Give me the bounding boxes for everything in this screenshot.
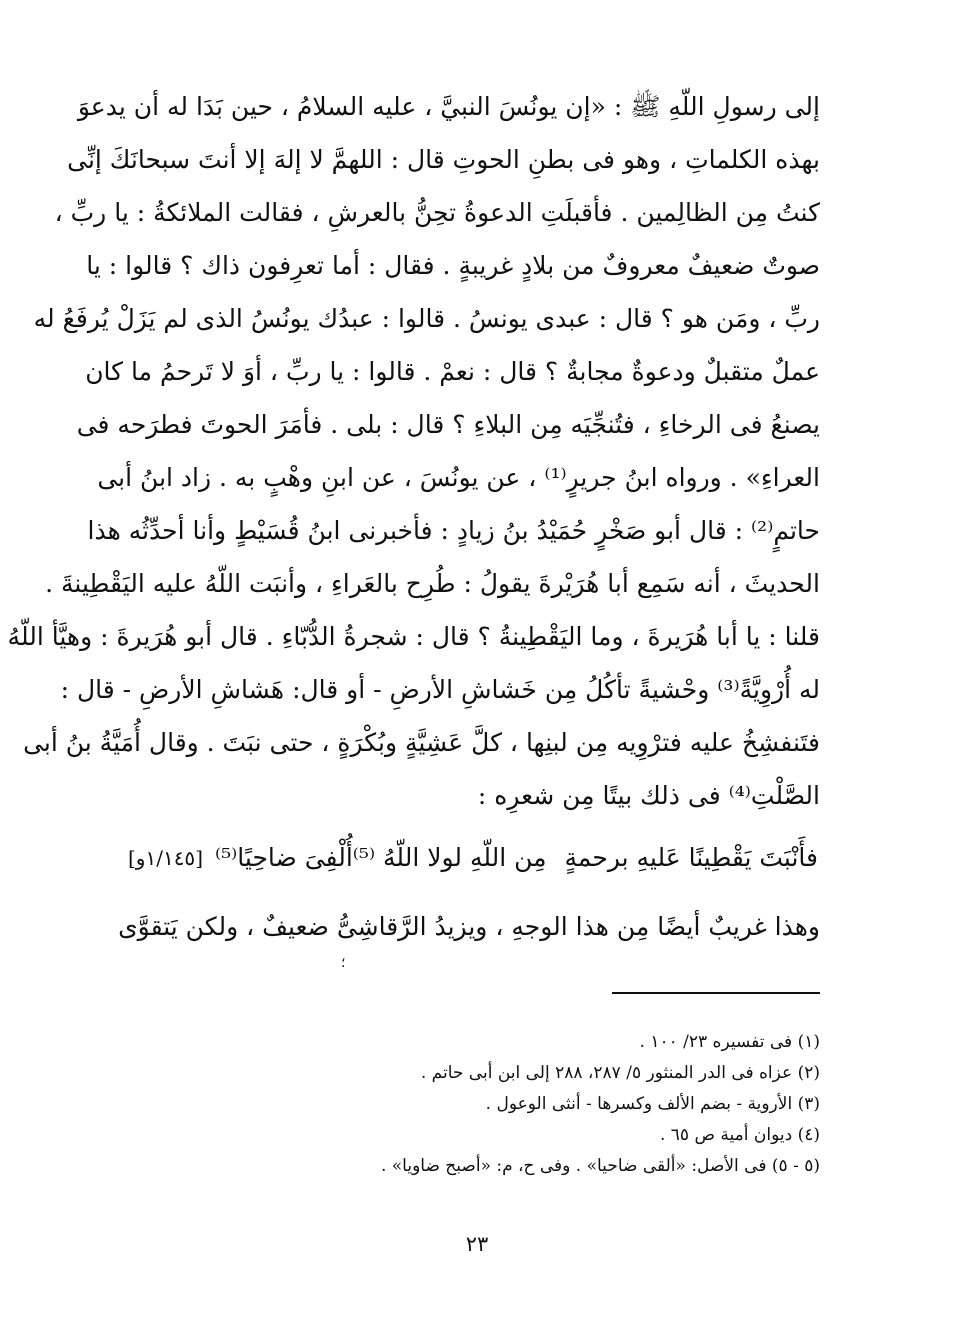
footnote: (١) فى تفسيره ٢٣/ ١٠٠ . (639, 1032, 820, 1052)
text-line: قلنا : يا أبا هُرَيرةَ ، وما اليَقْطِينةُ ؟ قال : شجرةُ الدُّبّاءِ . قال أبو هُرَيرةَ : وهيَّأ اللّهُ (7, 622, 820, 651)
text-line: له أُرْوِيَّةً⁽³⁾ وحْشيةً تأكُلُ مِن خَشاشِ الأرضِ - أو قال: هَشاشِ الأرضِ - قال : (60, 675, 820, 704)
main-text (7, 80, 820, 822)
footnote: (٢) عزاه فى الدر المنثور ٥/ ٢٨٧، ٢٨٨ إلى ابن أبى حاتم . (420, 1063, 820, 1083)
footnote: (٥ - ٥) فى الأصل: «ألقى ضاحيا» . وفى ح، م: «أصبح ضاويا» . (380, 1156, 820, 1176)
footnotes (124, 1027, 820, 1182)
text-line: كنتُ مِن الظالِمين . فأقبلَتِ الدعوةُ تحِنُّ بالعرشِ ، فقالت الملائكةُ : يا ربِّ ، (54, 198, 820, 227)
footnote: (٤) ديوان أمية ص ٦٥ . (659, 1125, 820, 1145)
text-line: وهذا غريبٌ أيضًا مِن هذا الوجهِ ، ويزيدُ الرَّقاشِىُّ ضعيفٌ ، ولكن يَتقوَّى (118, 912, 820, 941)
text-line: إلى رسولِ اللّهِ ﷺ : «إن يونُسَ النبيَّ ، عليه السلامُ ، حين بَدَا له أن يدعوَ (77, 92, 820, 121)
text-line: عملٌ متقبلٌ ودعوةٌ مجابةٌ ؟ قال : نعمْ . قالوا : يا ربِّ ، أوَ لا تَرحمُ ما كان (85, 357, 820, 386)
poem-verse (128, 830, 818, 886)
stray-print-mark: ؛ (341, 955, 346, 971)
poem-second-part (128, 830, 547, 886)
poem-hemistich-second: مِن اللّهِ لولا اللّهُ ⁽⁵⁾أُلْفِىَ ضاحِيًا⁽⁵⁾ (215, 843, 547, 872)
poem-hemistich-first: فأَنْبَتَ يَقْطِينًا عَليهِ برحمةٍ (564, 843, 818, 872)
text-line: فتَنفشِخُ عليه فترْوِيه مِن لبنِها ، كلَّ عَشِيَّةٍ وبُكْرَةٍ ، حتى نبَتَ . وقال أُمَيَّةُ بنُ أبى (23, 728, 820, 757)
text-line: بهذه الكلماتِ ، وهو فى بطنِ الحوتِ قال : اللهمَّ لا إلهَ إلا أنتَ سبحانَكَ إنِّى (67, 145, 820, 174)
text-line: ربِّ ، ومَن هو ؟ قال : عبدى يونسُ . قالوا : عبدُك يونُسُ الذى لم يَزَلْ يُرفَعُ له (33, 304, 820, 333)
text-line: العراءِ» . ورواه ابنُ جريرٍ⁽¹⁾ ، عن يونُسَ ، عن ابنِ وهْبٍ به . زاد ابنُ أبى (97, 463, 820, 492)
text-line: صوتٌ ضعيفٌ معروفٌ من بلادٍ غريبةٍ . فقال : أما تعرِفون ذاك ؟ قالوا : يا (86, 251, 820, 280)
text-line: حاتمٍ⁽²⁾ : قال أبو صَخْرٍ حُمَيْدُ بنُ زيادٍ : فأخبرنى ابنُ قُسَيْطٍ وأنا أحدِّثُه هذا (87, 516, 820, 545)
footnote-divider (612, 992, 820, 994)
footnote: (٣) الأروية - بضم الألف وكسرها - أنثى الوعول . (485, 1094, 820, 1114)
manuscript-folio-reference: [١/١٤٥و] (128, 846, 203, 870)
text-line: الحديثَ ، أنه سَمِع أبا هُرَيْرةَ يقولُ : طُرِح بالعَراءِ ، وأنبَت اللّهُ عليه اليَقْطِينةَ . (45, 569, 820, 598)
page-number: ٢٣ (465, 1232, 489, 1256)
text-line: يصنعُ فى الرخاءِ ، فتُنجِّيَه مِن البلاءِ ؟ قال : بلى . فأمَرَ الحوتَ فطرَحه فى (76, 410, 820, 439)
text-line: الصَّلْتِ⁽⁴⁾ فى ذلك بيتًا مِن شعرِه : (477, 781, 820, 810)
